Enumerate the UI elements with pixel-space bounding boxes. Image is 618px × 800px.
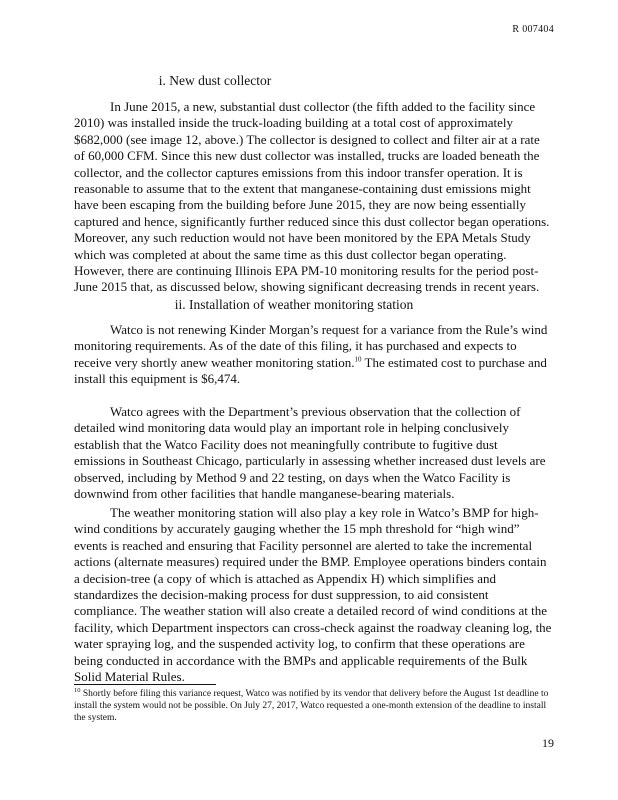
paragraph-dust-collector: In June 2015, a new, substantial dust collector (the fifth added to the facility since 2010) was installed inside the truck-loading building at a total cost of approximately $682,000 (see image 12, above.) The collector is designed to collect and filter air at a rate of 60,000 CFM. Since this new dust collector was installed, trucks are loaded beneath the collector, and the collector captures emissions from this indoor transfer operation. It is reasonable to assume that to the extent that manganese-containing dust emissions might have been escaping from the building before June 2015, they are now being essentially captured and hence, significantly further reduced since this dust collector began operations. Moreover, any such reduction would not have been monitored by the EPA Metals Study which was completed at about the same time as this dust collector began operating. However, there are continuing Illinois EPA PM-10 monitoring results for the period post-June 2015 that, as discussed below, showing significant decreasing trends in recent years. xyxy=(74,99,550,295)
paragraph-high-wind-bmp: The weather monitoring station will also play a key role in Watco’s BMP for high-wind conditions by accurately gauging whether the 15 mph threshold for “high wind” events is reached and ensuring that Facility personnel are alerted to take the incremental actions (alternate measures) required under the BMP. Employee operations binders contain a decision-tree (a copy of which is attached as Appendix H) which simplifies and standardizes the decision-making process for dust suppression, to aid consistent compliance. The weather station will also create a detailed record of wind conditions at the facility, which Department inspectors can cross-check against the roadway cleaning log, the water spraying log, and the suspended activity log, to confirm that these operations are being conducted in accordance with the BMPs and applicable requirements of the Bulk Solid Material Rules. xyxy=(74,505,552,685)
paragraph-variance-text-b: The estimated cost to purchase and install this equipment is $6,474. xyxy=(74,354,547,387)
paragraph-variance-text-a: Watco is not renewing Kinder Morgan’s request for a variance from the Rule’s wind monitoring requirements. As of the date of this filing, it has purchased and expects to receive very shortly anew weather monitoring station. xyxy=(74,322,548,370)
bates-number: R 007404 xyxy=(512,24,554,35)
footnote-divider xyxy=(74,684,216,685)
footnote-text: Shortly before filing this variance request, Watco was notified by its vendor that delivery before the August 1st deadline to install the system would not be possible. On July 27, 2017, Watco requested a one-month extension of the deadline to install the system. xyxy=(74,689,549,723)
paragraph-variance-request xyxy=(74,322,552,388)
footnote-number: 10 xyxy=(74,686,81,694)
footnote xyxy=(74,688,552,724)
paragraph-wind-monitoring-data: Watco agrees with the Department’s previous observation that the collection of detailed wind monitoring data would play an important role in helping conclusively establish that the Watco Facility does not meaningfully contribute to fugitive dust emissions in Southeast Chicago, particularly in assessing whether increased dust levels are observed, including by Method 9 and 22 testing, on days when the Watco Facility is downwind from other facilities that handle manganese-bearing materials. xyxy=(74,404,546,502)
page-number: 19 xyxy=(542,736,554,750)
footnote-reference: 10 xyxy=(354,355,362,364)
section-heading-new-dust-collector: i. New dust collector xyxy=(158,73,272,88)
section-heading-weather-station: ii. Installation of weather monitoring station xyxy=(174,297,414,312)
